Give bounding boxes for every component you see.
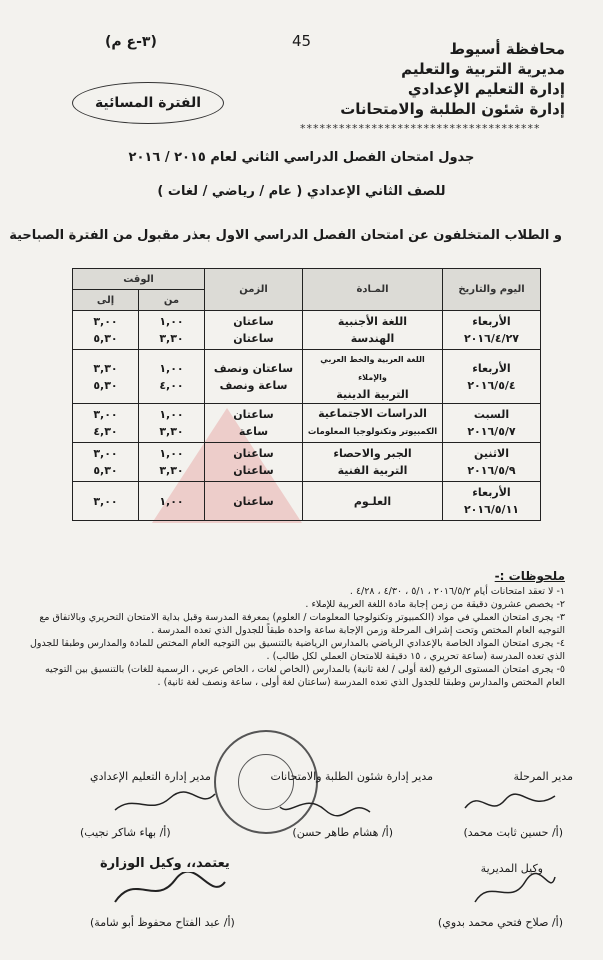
day-date: ٢٠١٦/٥/٩ xyxy=(467,464,516,477)
table-row xyxy=(73,311,541,350)
duration-value: ساعتان xyxy=(233,494,274,508)
to-time: ٣,٠٠ xyxy=(93,447,118,460)
from-time: ٣,٣٠ xyxy=(159,425,184,438)
signature-title: يعتمد،، وكيل الوزارة xyxy=(100,856,230,871)
header-duration: الزمن xyxy=(205,269,303,311)
to-cell xyxy=(73,404,139,443)
day-name: الأربعاء xyxy=(472,486,511,499)
to-time: ٤,٣٠ xyxy=(93,425,118,438)
subject-cell xyxy=(303,311,443,350)
note-item: ٣- يجرى امتحان العملي في مواد (الكمبيوتر وتكنولوجيا المعلومات / العلوم) بمعرفة المدرسة وقبل بداية الامتحان التحريري وبالاتفاق مع التوجيه العام المختص وتحت إشراف المرحلة وزمن الإجابة ساعة واحدة طبقاً للجدول الذي تعده المدرسة . xyxy=(39,612,565,636)
directorate-label: مديرية التربية والتعليم xyxy=(401,60,565,78)
exam-schedule-table xyxy=(72,268,541,521)
subject-name: اللغة الأجنبية xyxy=(337,315,408,328)
handwritten-signature xyxy=(110,788,220,818)
duration-cell xyxy=(205,311,303,350)
from-time: ١,٠٠ xyxy=(159,361,184,375)
subject-name: التربية الفنية xyxy=(337,464,408,477)
day-date: ٢٠١٦/٤/٢٧ xyxy=(463,332,520,345)
subject-cell xyxy=(303,404,443,443)
duration-cell xyxy=(205,443,303,482)
handwritten-signature xyxy=(110,872,230,912)
subject-name: اللغة العربية والخط العربي والإملاء xyxy=(320,355,425,382)
day-cell xyxy=(443,350,541,404)
note-item: ٤- يجرى امتحان المواد الخاصة بالإعدادي الرياضي بالمدارس الرياضية بالتنسيق بين التوجيه العام المختص للمادة والمدارس وطبقا للجدول الذي تعده المدرسة (ساعة تحريري ، ١٥ دقيقة للامتحان العملي لكل طالب) . xyxy=(29,638,565,662)
subject-cell xyxy=(303,350,443,404)
from-cell xyxy=(139,311,205,350)
title-line-3: و الطلاب المتخلفون عن امتحان الفصل الدراسي الاول بعذر مقبول من الفترة الصباحية xyxy=(9,228,562,243)
from-time: ١,٠٠ xyxy=(159,447,184,460)
day-name: الأربعاء xyxy=(472,361,511,375)
to-time: ٣,٠٠ xyxy=(93,408,118,421)
to-time: ٣,٣٠ xyxy=(93,361,118,375)
to-cell xyxy=(73,482,139,521)
to-time: ٣,٠٠ xyxy=(93,494,118,508)
subject-cell xyxy=(303,443,443,482)
from-cell xyxy=(139,350,205,404)
separator-stars: ************************************* xyxy=(300,122,541,135)
subject-name: الدراسات الاجتماعية xyxy=(318,407,427,420)
from-time: ١,٠٠ xyxy=(159,408,184,421)
signatory-name: (أ/ عبد الفتاح محفوظ أبو شامة) xyxy=(90,916,235,929)
signature-title: مدير إدارة التعليم الإعدادي xyxy=(90,770,211,783)
subject-cell xyxy=(303,482,443,521)
signatory-name: (أ/ هشام طاهر حسن) xyxy=(292,826,393,839)
duration-value: ساعتان ونصف xyxy=(213,361,294,375)
period-label: الفترة المسائية xyxy=(94,95,202,111)
signatory-name: (أ/ بهاء شاكر نجيب) xyxy=(80,826,171,839)
to-cell xyxy=(73,350,139,404)
duration-value: ساعتان xyxy=(233,315,274,328)
from-time: ٣,٣٠ xyxy=(159,464,184,477)
period-oval xyxy=(72,82,224,124)
day-cell xyxy=(443,443,541,482)
subject-name: العلـوم xyxy=(353,494,392,508)
note-item: ٥- يجرى امتحان المستوى الرفيع (لغة أولى / لغة ثانية) بالمدارس (الخاص لغات ، الخاص عربي ، الرسمية للغات) بالتنسيق بين التوجيه العام المختص والمدارس وطبقا للجدول الذي تعده المدرسة (ساعتان لغة أولى ، ساعة ونصف لغة ثانية) . xyxy=(44,664,565,688)
to-cell xyxy=(73,311,139,350)
handwritten-signature xyxy=(470,872,560,912)
to-time: ٣,٠٠ xyxy=(93,315,118,328)
header-day: اليوم والتاريخ xyxy=(443,269,541,311)
day-name: الأربعاء xyxy=(472,315,511,328)
to-time: ٥,٣٠ xyxy=(93,464,118,477)
duration-value: ساعة ونصف xyxy=(219,378,288,392)
day-cell xyxy=(443,404,541,443)
table-row xyxy=(73,482,541,521)
duration-value: ساعتان xyxy=(233,408,274,421)
handwritten-signature xyxy=(460,788,560,818)
table-row xyxy=(73,404,541,443)
day-name: السبت xyxy=(473,408,510,421)
duration-cell xyxy=(205,350,303,404)
handwritten-signature xyxy=(275,792,375,822)
from-time: ١,٠٠ xyxy=(159,494,184,508)
subject-name: التربية الدينية xyxy=(336,388,409,401)
signature-title: وكيل المديرية xyxy=(480,862,543,875)
day-date: ٢٠١٦/٥/٧ xyxy=(467,425,516,438)
governorate-label: محافظة أسيوط xyxy=(449,40,565,58)
header-subject: المـادة xyxy=(303,269,443,311)
duration-value: ساعتان xyxy=(233,332,274,345)
note-item: ٢- يخصص عشرون دقيقة من زمن إجابة مادة اللغة العربية للإملاء . xyxy=(305,599,565,610)
from-cell xyxy=(139,404,205,443)
signature-title: مدير المرحلة xyxy=(513,770,573,783)
form-code: (٣-ع م) xyxy=(105,34,157,50)
duration-value: ساعتان xyxy=(233,447,274,460)
day-date: ٢٠١٦/٥/٤ xyxy=(467,378,516,392)
notes-heading: ملحوظات :- xyxy=(494,569,565,583)
day-date: ٢٠١٦/٥/١١ xyxy=(463,503,520,516)
from-time: ٤,٠٠ xyxy=(159,378,184,392)
from-cell xyxy=(139,482,205,521)
duration-cell xyxy=(205,482,303,521)
title-line-2: للصف الثاني الإعدادي ( عام / رياضي / لغات ) xyxy=(157,184,446,199)
title-line-1: جدول امتحان الفصل الدراسي الثاني لعام ٢٠١٥ / ٢٠١٦ xyxy=(128,150,475,165)
notes-section xyxy=(25,570,565,689)
header-to: إلى xyxy=(73,290,139,311)
note-item: ١- لا تعقد امتحانات أيام ٢٠١٦/٥/٢ ، ٥/١ ، ٤/٣٠ ، ٤/٢٨ . xyxy=(349,586,565,597)
day-cell xyxy=(443,482,541,521)
to-cell xyxy=(73,443,139,482)
to-time: ٥,٣٠ xyxy=(93,378,118,392)
department-label: إدارة شئون الطلبة والامتحانات xyxy=(340,100,565,118)
signature-title: مدير إدارة شئون الطلبة والامتحانات xyxy=(270,770,433,783)
signatory-name: (أ/ صلاح فتحي محمد بدوي) xyxy=(437,916,563,929)
duration-value: ساعتان xyxy=(233,464,274,477)
header-time: الوقت xyxy=(73,269,205,290)
from-cell xyxy=(139,443,205,482)
to-time: ٥,٣٠ xyxy=(93,332,118,345)
day-name: الاثنين xyxy=(474,447,509,460)
header-from: من xyxy=(139,290,205,311)
subject-name: الجبر والاحصاء xyxy=(333,447,412,460)
administration-label: إدارة التعليم الإعدادي xyxy=(407,80,565,98)
signatory-name: (أ/ حسين ثابت محمد) xyxy=(463,826,563,839)
from-time: ٣,٣٠ xyxy=(159,332,184,345)
subject-name: الكمبيوتر وتكنولوجيا المعلومات xyxy=(307,427,438,437)
duration-cell xyxy=(205,404,303,443)
duration-value: ساعة xyxy=(238,425,269,438)
page-number: 45 xyxy=(292,32,312,50)
day-cell xyxy=(443,311,541,350)
table-row xyxy=(73,350,541,404)
subject-name: الهندسة xyxy=(350,332,395,345)
from-time: ١,٠٠ xyxy=(159,315,184,328)
table-row xyxy=(73,443,541,482)
